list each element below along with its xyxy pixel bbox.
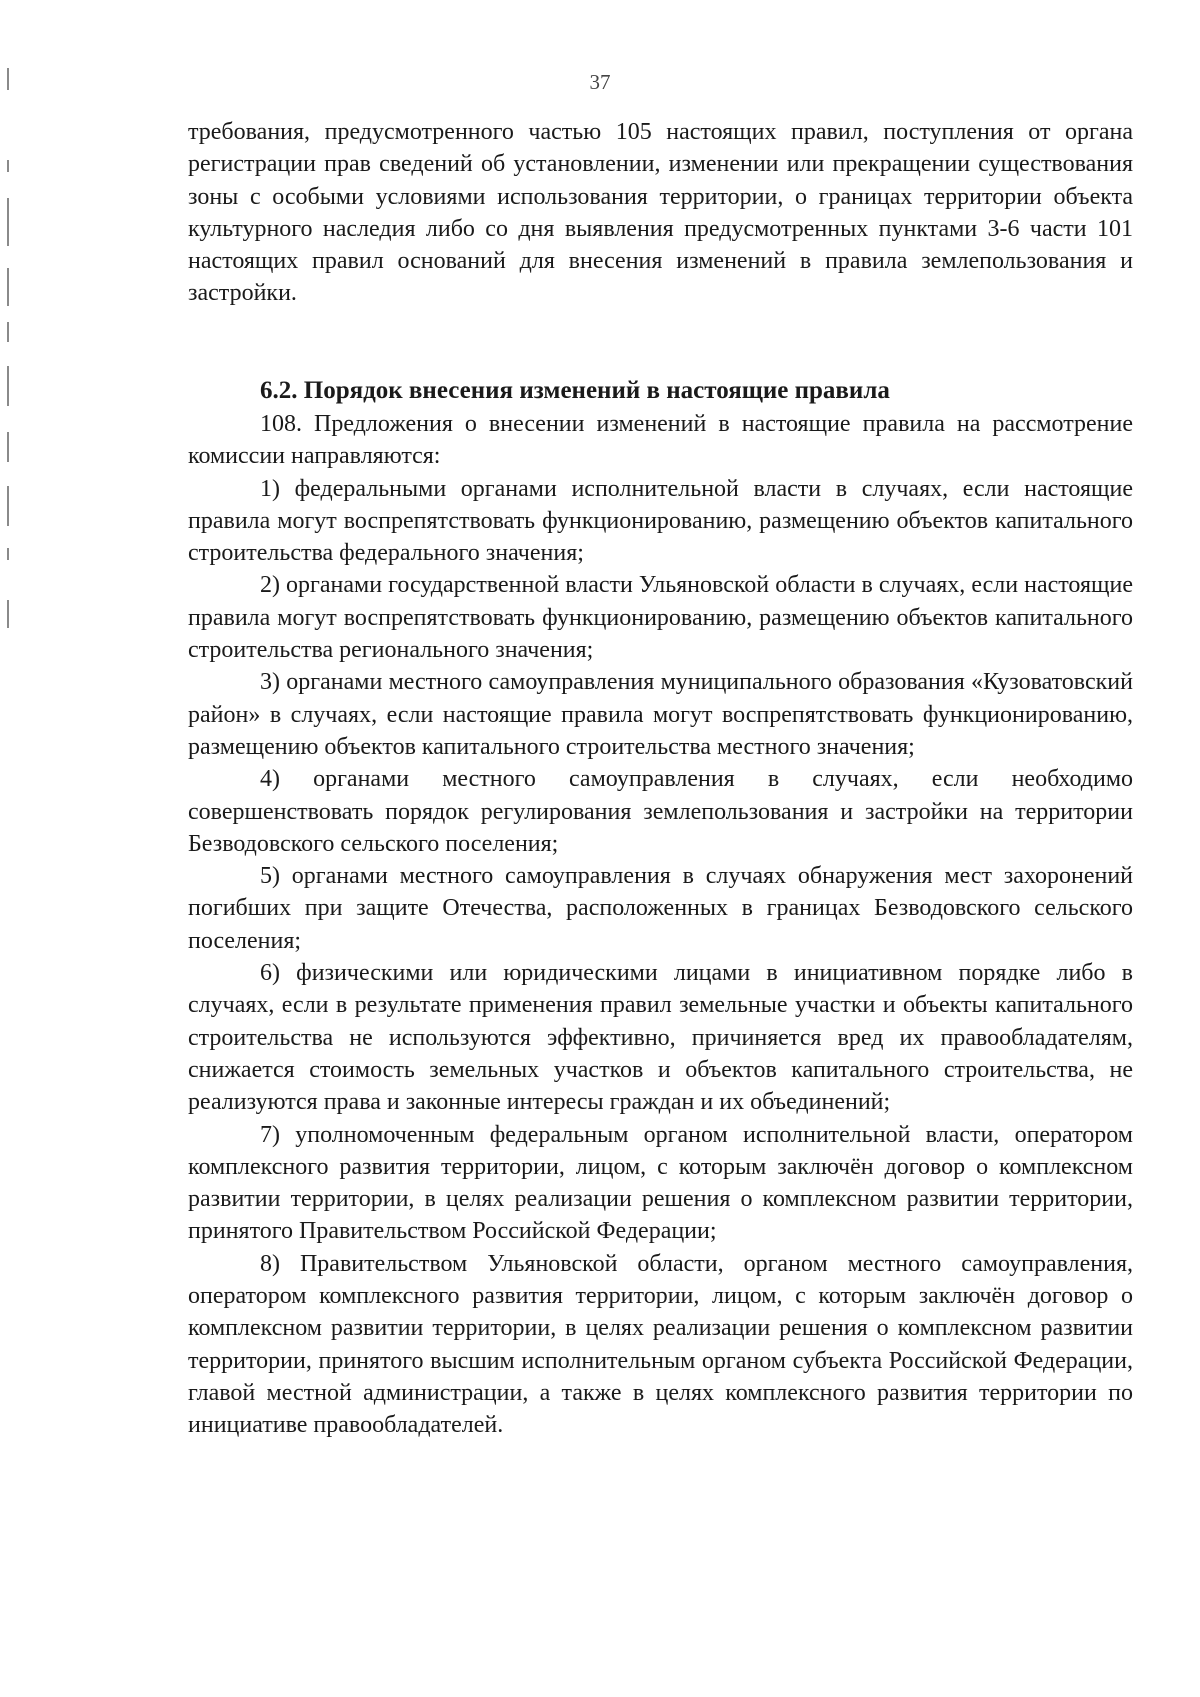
section-title: 6.2. Порядок внесения изменений в настоящие правила bbox=[260, 377, 890, 404]
intro-paragraph: требования, предусмотренного частью 105 настоящих правил, поступления от органа регистрации прав сведений об установлении, изменении или прекращении существования зоны с особыми условиями использования территории, о границах территории объекта культурного наследия либо со дня выявления предусмотренных пунктами 3-6 части 101 настоящих правил оснований для внесения изменений в правила землепользования и застройки. bbox=[188, 119, 1133, 307]
intro-block bbox=[188, 116, 1133, 310]
scan-mark bbox=[7, 548, 9, 560]
page-number: 37 bbox=[589, 70, 611, 94]
scan-mark bbox=[7, 198, 9, 246]
scan-mark bbox=[7, 366, 9, 406]
list-item: 6) физическими или юридическими лицами в инициативном порядке либо в случаях, если в результате применения правил земельные участки и объекты капитального строительства не используются эффективно, причиняется вред их правообладателям, снижается стоимость земельных участков и объектов капитального строительства, не реализуются права и законные интересы граждан и их объединений; bbox=[188, 960, 1133, 1116]
scan-mark bbox=[7, 160, 9, 172]
list-item: 2) органами государственной власти Ульяновской области в случаях, если настоящие правила могут воспрепятствовать функционированию, размещению объектов капитального строительства регионального значения; bbox=[188, 572, 1133, 664]
section-lead: 108. Предложения о внесении изменений в настоящие правила на рассмотрение комиссии направляются: bbox=[188, 411, 1133, 470]
scan-mark bbox=[7, 432, 9, 462]
section-6-2 bbox=[188, 374, 1133, 1442]
scan-mark bbox=[7, 322, 9, 342]
list-item: 5) органами местного самоуправления в случаях обнаружения мест захоронений погибших при защите Отечества, расположенных в границах Безводовского сельского поселения; bbox=[188, 863, 1133, 954]
list-item: 8) Правительством Ульяновской области, органом местного самоуправления, оператором комплексного развития территории, лицом, с которым заключён договор о комплексном развитии территории, в целях реализации решения о комплексном развитии территории, принятого высшим исполнительным органом субъекта Российской Федерации, главой местной администрации, а также в целях комплексного развития территории по инициативе правообладателей. bbox=[188, 1250, 1133, 1439]
scan-mark bbox=[7, 600, 9, 628]
list-item: 3) органами местного самоуправления муниципального образования «Кузоватовский район» в случаях, если настоящие правила могут воспрепятствовать функционированию, размещению объектов капитального строительства местного значения; bbox=[188, 669, 1133, 760]
scan-mark bbox=[7, 268, 9, 306]
list-item: 1) федеральными органами исполнительной власти в случаях, если настоящие правила могут воспрепятствовать функционированию, размещению объектов капитального строительства федерального значения; bbox=[188, 475, 1133, 567]
list-item: 7) уполномоченным федеральным органом исполнительной власти, оператором комплексного развития территории, лицом, с которым заключён договор о комплексном развитии территории, в целях реализации решения о комплексном развитии территории, принятого Правительством Российской Федерации; bbox=[188, 1121, 1133, 1245]
list-item: 4) органами местного самоуправления в случаях, если необходимо совершенствовать порядок регулирования землепользования и застройки на территории Безводовского сельского поселения; bbox=[188, 766, 1133, 857]
scan-mark bbox=[7, 486, 9, 526]
